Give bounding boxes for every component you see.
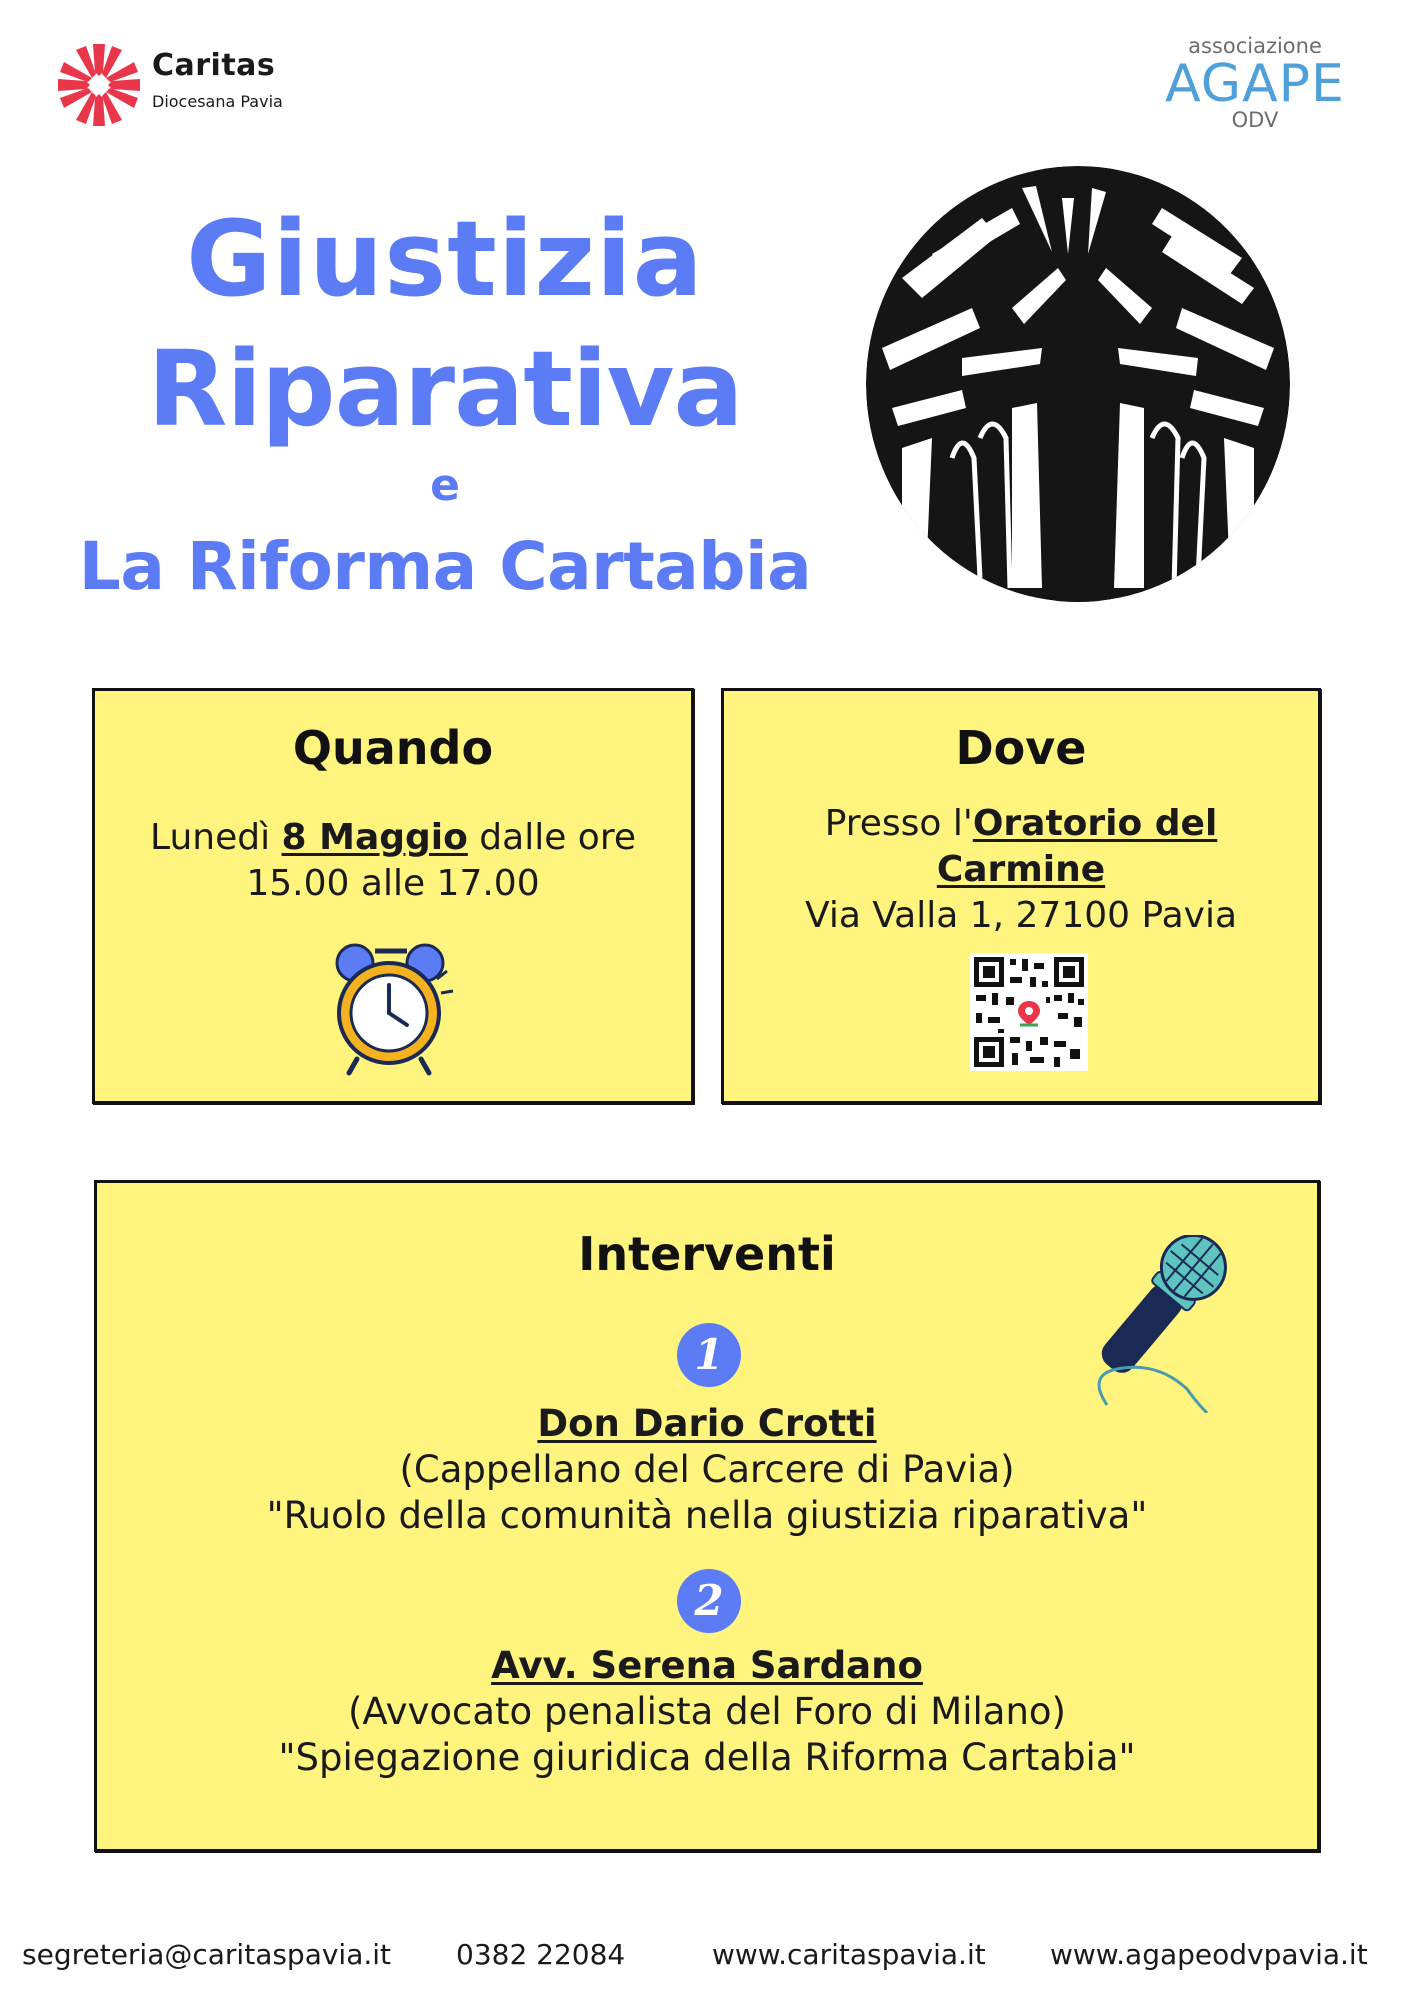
talk-1-role: (Cappellano del Carcere di Pavia) (399, 1448, 1015, 1491)
where-place-2: Carmine (936, 849, 1106, 890)
tree-people-illustration (862, 158, 1294, 604)
when-box (92, 688, 694, 1104)
agape-name: AGAPE (1165, 54, 1345, 114)
talks-heading: Interventi (578, 1227, 836, 1281)
talk-2-speaker (97, 1643, 1317, 1689)
caritas-name: Caritas (152, 48, 276, 83)
caritas-subtitle: Diocesana Pavia (152, 92, 283, 111)
footer-website-caritas[interactable]: www.caritaspavia.it (712, 1938, 986, 1971)
where-place-1: Oratorio del (972, 803, 1218, 844)
title-line-3: La Riforma Cartabia (78, 528, 812, 605)
where-place-line-2 (724, 847, 1318, 893)
talk-number-1: 1 (677, 1323, 741, 1387)
footer-phone[interactable]: 0382 22084 (456, 1938, 626, 1971)
talk-number-2: 2 (677, 1569, 741, 1633)
where-place-line-1 (724, 801, 1318, 847)
where-address: Via Valla 1, 27100 Pavia (804, 895, 1238, 936)
caritas-logo (56, 42, 316, 132)
title-line-2: Riparativa (147, 328, 743, 450)
footer-website-agape[interactable]: www.agapeodvpavia.it (1050, 1938, 1368, 1971)
alarm-clock-icon (325, 939, 457, 1077)
agape-logo (1150, 34, 1360, 134)
talk-2-name: Avv. Serena Sardano (491, 1644, 923, 1687)
talk-1-topic: "Ruolo della comunità nella giustizia riparativa" (266, 1494, 1148, 1537)
talks-box (94, 1180, 1320, 1852)
talk-2-role: (Avvocato penalista del Foro di Milano) (348, 1690, 1066, 1733)
where-heading: Dove (955, 721, 1087, 775)
when-time: 15.00 alle 17.00 (246, 863, 540, 904)
when-suffix: dalle ore (467, 817, 636, 858)
when-heading: Quando (292, 721, 494, 775)
talk-2-topic: "Spiegazione giuridica della Riforma Cartabia" (278, 1736, 1136, 1779)
qr-code-icon[interactable] (970, 953, 1088, 1071)
talk-1-name: Don Dario Crotti (537, 1402, 877, 1445)
agape-odv-label: ODV (1231, 108, 1279, 132)
caritas-cross-icon (56, 42, 142, 128)
microphone-icon (1087, 1235, 1237, 1413)
when-date-line (95, 815, 691, 861)
title-conjunction: e (430, 460, 460, 511)
where-prefix: Presso l' (824, 803, 973, 844)
footer-email[interactable]: segreteria@caritaspavia.it (22, 1938, 392, 1971)
talk-1-speaker (97, 1401, 1317, 1447)
agape-association-label: associazione (1188, 34, 1322, 58)
title-line-1: Giustizia (186, 198, 704, 320)
when-date: 8 Maggio (281, 817, 468, 858)
when-day: Lunedì (150, 817, 282, 858)
where-box (721, 688, 1321, 1104)
